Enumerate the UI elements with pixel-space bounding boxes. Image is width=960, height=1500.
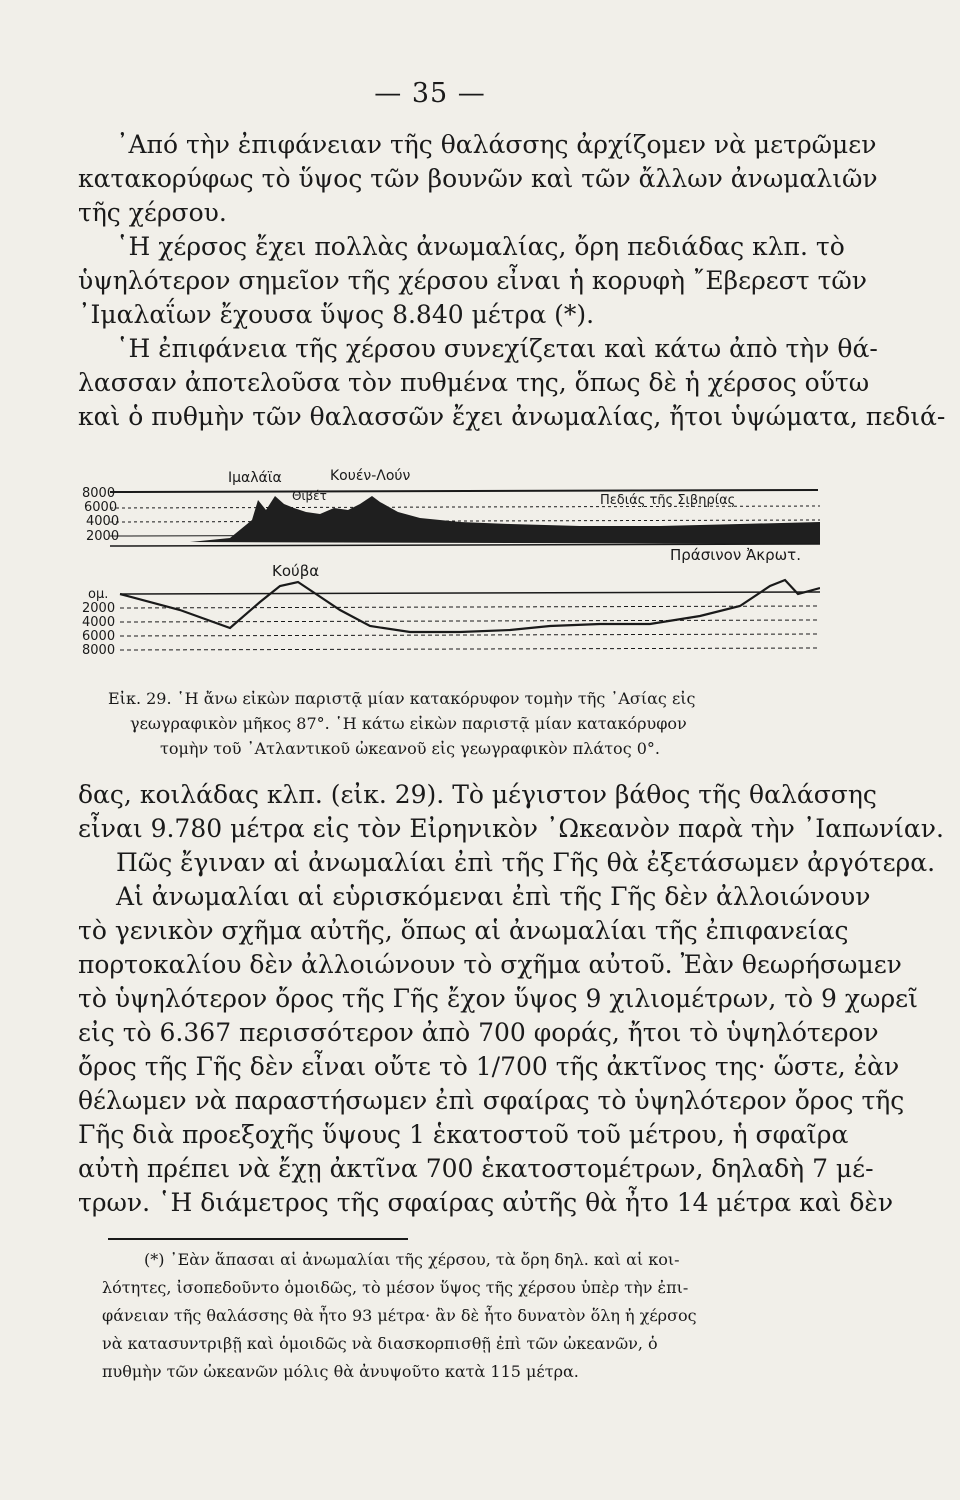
- caption-line: Εἰκ. 29. ῾Η ἄνω εἰκὼν παριστᾷ μίαν κατακόρυφον τομὴν τῆς ᾿Ασίας εἰς: [108, 689, 696, 708]
- text-line: Πῶς ἔγιναν αἱ ἀνωμαλίαι ἐπὶ τῆς Γῆς θὰ ἐξετάσωμεν ἀργότερα.: [116, 848, 936, 877]
- text-line: δας, κοιλάδας κλπ. (εἰκ. 29). Τὸ μέγιστον βάθος τῆς θαλάσσης: [78, 780, 877, 809]
- text-line: ᾿Ιμαλαΐων ἔχουσα ὕψος 8.840 μέτρα (*).: [78, 300, 595, 329]
- text-line: θέλωμεν νὰ παραστήσωμεν ἐπὶ σφαίρας τὸ ὑψηλότερον ὄρος τῆς: [78, 1086, 905, 1115]
- text-line: ᾿Από τὴν ἐπιφάνειαν τῆς θαλάσσης ἀρχίζομεν νὰ μετρῶμεν: [116, 130, 877, 159]
- caption-line: γεωγραφικὸν μῆκος 87°. ῾Η κάτω εἰκὼν παριστᾷ μίαν κατακόρυφον: [130, 714, 687, 733]
- text-line: τὸ γενικὸν σχῆμα αὐτῆς, ὅπως αἱ ἀνωμαλίαι τῆς ἐπιφανείας: [78, 916, 849, 945]
- footnote: [102, 1246, 832, 1386]
- footnote-line: νὰ κατασυντριβῇ καὶ ὁμοιδῶς νὰ διασκορπισθῇ ἐπὶ τῶν ὠκεανῶν, ὁ: [102, 1334, 658, 1353]
- text-line: ὄρος τῆς Γῆς δὲν εἶναι οὔτε τὸ 1/700 τῆς ἀκτῖνος της· ὥστε, ἐὰν: [78, 1052, 900, 1081]
- depth-line-4000: [120, 620, 820, 622]
- grid-line-4000: [110, 520, 820, 522]
- scale-top-4000: 4000: [86, 514, 120, 529]
- text-line: Αἱ ἀνωμαλίαι αἱ εὑρισκόμεναι ἐπὶ τῆς Γῆς δὲν ἀλλοιώνουν: [116, 882, 871, 911]
- figure-29: [80, 460, 820, 680]
- figure-caption: [108, 686, 820, 761]
- text-line: τρων. ῾Η διάμετρος τῆς σφαίρας αὐτῆς θὰ ἦτο 14 μέτρα καὶ δὲν: [78, 1188, 894, 1217]
- paragraph-top: [78, 128, 946, 434]
- cross-section-figure: [80, 460, 820, 680]
- depth-line-8000: [120, 648, 820, 650]
- label-tibet: Θιβέτ: [292, 489, 327, 503]
- scale-bottom-6000: 6000: [82, 629, 116, 644]
- label-himalaya: Ιμαλάϊα: [228, 470, 282, 486]
- scale-bottom-2000: 2000: [82, 601, 116, 616]
- label-siberia-plain: Πεδιάς τῆς Σιβηρίας: [600, 493, 736, 508]
- footnote-line: λότητες, ἰσοπεδοῦντο ὁμοιδῶς, τὸ μέσον ὕψος τῆς χέρσου ὑπὲρ τὴν ἐπι-: [102, 1278, 689, 1297]
- label-kuen-lun: Κουέν-Λούν: [330, 468, 411, 484]
- text-line: εἶναι 9.780 μέτρα εἰς τὸν Εἰρηνικὸν ᾿Ωκεανὸν παρὰ τὴν ᾿Ιαπωνίαν.: [78, 814, 944, 843]
- asia-profile: [82, 468, 820, 546]
- label-cuba: Κούβα: [272, 562, 320, 580]
- depth-line-2000: [120, 606, 820, 608]
- paragraph-bottom: [78, 778, 944, 1220]
- text-line: ὑψηλότερον σημεῖον τῆς χέρσου εἶναι ἡ κορυφὴ ῎Εβερεστ τῶν: [78, 266, 867, 295]
- text-line: ῾Η ἐπιφάνεια τῆς χέρσου συνεχίζεται καὶ κάτω ἀπὸ τὴν θά-: [116, 334, 878, 363]
- text-line: αὐτὴ πρέπει νὰ ἔχῃ ἀκτῖνα 700 ἑκατοστομέτρων, δηλαδὴ 7 μέ-: [78, 1154, 874, 1183]
- top-line: [110, 490, 818, 492]
- text-line: ῾Η χέρσος ἔχει πολλὰς ἀνωμαλίας, ὄρη πεδιάδας κλπ. τὸ: [116, 232, 845, 261]
- scale-top-2000: 2000: [86, 529, 120, 544]
- label-cape-verde: Πράσινον Ἀκρωτ.: [670, 546, 801, 564]
- footnote-line: (*) ᾿Εὰν ἅπασαι αἱ ἀνωμαλίαι τῆς χέρσου, τὰ ὄρη δηλ. καὶ αἱ κοι-: [144, 1250, 680, 1269]
- text-line: πορτοκαλίου δὲν ἀλλοιώνουν τὸ σχῆμα αὐτοῦ. Ἐὰν θεωρήσωμεν: [78, 950, 902, 979]
- scale-top-8000: 8000: [82, 486, 116, 501]
- caption-line: τομὴν τοῦ ᾿Ατλαντικοῦ ὠκεανοῦ εἰς γεωγραφικὸν πλάτος 0°.: [160, 739, 660, 758]
- footnote-line: πυθμὴν τῶν ὠκεανῶν μόλις θὰ ἀνυψοῦτο κατὰ 115 μέτρα.: [102, 1362, 579, 1381]
- text-line: τὸ ὑψηλότερον ὄρος τῆς Γῆς ἔχον ὕψος 9 χιλιομέτρων, τὸ 9 χωρεῖ: [78, 984, 918, 1013]
- text-line: εἰς τὸ 6.367 περισσότερον ἀπὸ 700 φοράς, ἤτοι τὸ ὑψηλότερον: [78, 1018, 879, 1047]
- text-line: κατακορύφως τὸ ὕψος τῶν βουνῶν καὶ τῶν ἄλλων ἀνωμαλιῶν: [78, 164, 878, 193]
- text-line: Γῆς διὰ προεξοχῆς ὕψους 1 ἑκατοστοῦ τοῦ μέτρου, ἡ σφαῖρα: [78, 1120, 849, 1149]
- scale-bottom-8000: 8000: [82, 643, 116, 658]
- scale-bottom-4000: 4000: [82, 615, 116, 630]
- depth-line-6000: [120, 634, 820, 636]
- atlantic-profile: [82, 546, 820, 658]
- text-line: τῆς χέρσου.: [78, 198, 227, 227]
- footnote-line: φάνειαν τῆς θαλάσσης θὰ ἦτο 93 μέτρα· ἂν δὲ ἦτο δυνατὸν ὅλη ἡ χέρσος: [102, 1306, 697, 1325]
- footnote-rule: [108, 1238, 408, 1240]
- scale-top-6000: 6000: [84, 500, 118, 515]
- text-line: λασσαν ἀποτελοῦσα τὸν πυθμένα της, ὅπως δὲ ἡ χέρσος οὕτω: [78, 368, 870, 397]
- label-sea-level: ομ.: [88, 587, 109, 602]
- sea-level-line: [120, 592, 820, 594]
- text-line: καὶ ὁ πυθμὴν τῶν θαλασσῶν ἔχει ἀνωμαλίας, ἤτοι ὑψώματα, πεδιά-: [78, 402, 946, 431]
- page-number: — 35 —: [374, 78, 486, 109]
